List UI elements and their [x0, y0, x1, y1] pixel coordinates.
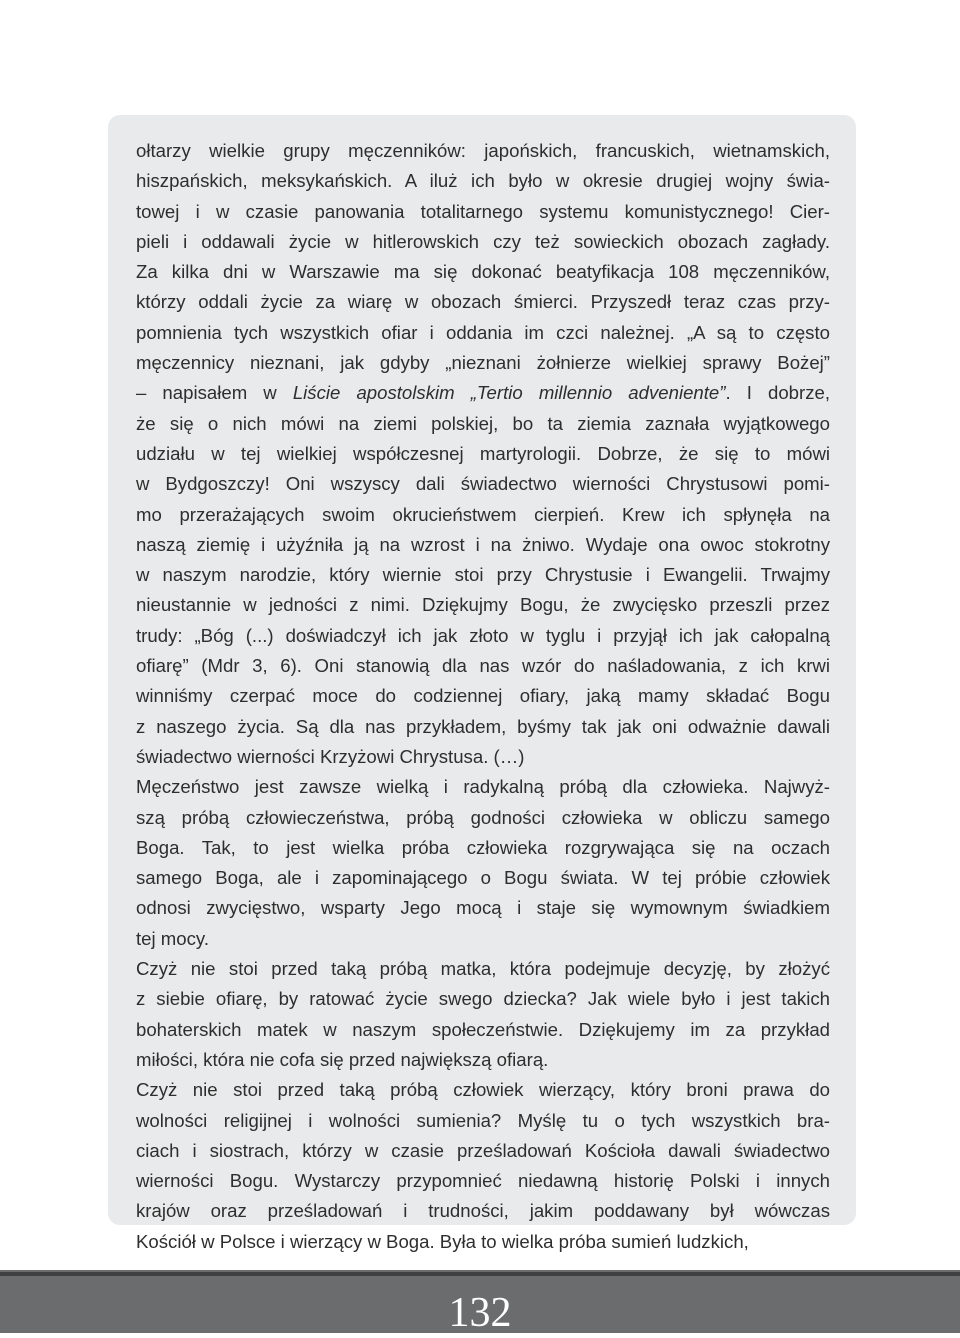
text-line: hiszpańskich, meksykańskich. A iluż ich było w okresie drugiej wojny świa-	[136, 170, 830, 192]
text-line: udziału w tej wielkiej współczesnej martyrologii. Dobrze, że się to mówi	[136, 442, 830, 464]
footer-rule	[0, 1272, 960, 1276]
text-line: wolności religijnej i wolności sumienia? Myślę tu o tych wszystkich bra-	[136, 1109, 830, 1131]
text-line: miłości, która nie cofa się przed największą ofiarą.	[136, 1048, 549, 1070]
text-line: ołtarzy wielkie grupy męczenników: japońskich, francuskich, wietnamskich,	[136, 140, 830, 161]
text-line: że się o nich mówi na ziemi polskiej, bo ta ziemia zaznała wyjątkowego	[136, 412, 830, 434]
text-line: męczennicy nieznani, jak gdyby „nieznani żołnierze wielkiej sprawy Bożej”	[136, 352, 830, 374]
text-line: świadectwo wierności Krzyżowi Chrystusa. (…)	[136, 745, 525, 767]
text-line: pieli i oddawali życie w hitlerowskich czy też sowieckich obozach zagłady.	[136, 230, 830, 252]
text-line: Czyż nie stoi przed taką próbą człowiek wierzący, który broni prawa do	[136, 1079, 830, 1101]
text-line: w Bydgoszczy! Oni wszyscy dali świadectwo wierności Chrystusowi pomi-	[136, 473, 830, 495]
italic-title: Liście apostolskim „Tertio millennio adveniente”	[292, 382, 726, 404]
text-line: towej i w czasie panowania totalitarnego systemu komunistycznego! Cier-	[136, 200, 830, 222]
text-line: Boga. Tak, to jest wielka próba człowieka rozgrywająca się na oczach	[136, 836, 830, 858]
text-line: naszą ziemię i użyźniła ją na wzrost i na żniwo. Wydaje ona owoc stokrotny	[136, 533, 830, 555]
text-line: nieustannie w jedności z nimi. Dziękujmy Bogu, że zwycięsko przeszli przez	[136, 594, 830, 616]
text-line: mo przerażających swoim okrucieństwem cierpień. Krew ich spłynęła na	[136, 503, 830, 525]
text-panel	[108, 115, 856, 1252]
text-line: w naszym narodzie, który wiernie stoi przy Chrystusie i Ewangelii. Trwajmy	[136, 564, 830, 586]
text-line: Za kilka dni w Warszawie ma się dokonać beatyfikacja 108 męczenników,	[136, 261, 830, 283]
text-line: winniśmy czerpać moce do codziennej ofiary, jaką mamy składać Bogu	[136, 685, 830, 707]
text-line: Kościół w Polsce i wierzący w Boga. Była to wielka próba sumień ludzkich,	[136, 1230, 749, 1252]
text-line: z siebie ofiarę, by ratować życie swego dziecka? Jak wiele było i jest takich	[136, 988, 830, 1010]
text-line: wierności Bogu. Wystarczy przypomnieć niedawną historię Polski i innych	[136, 1170, 830, 1192]
text-line: pomnienia tych wszystkich ofiar i oddania im czci należnej. „A są to często	[136, 321, 830, 343]
text-line: odnosi zwycięstwo, wsparty Jego mocą i staje się wymownym świadkiem	[136, 897, 830, 919]
text-line: Męczeństwo jest zawsze wielką i radykalną próbą dla człowieka. Najwyż-	[136, 776, 830, 798]
text-segment: . I dobrze,	[725, 382, 831, 404]
text-line: szą próbą człowieczeństwa, próbą godności człowieka w obliczu samego	[136, 806, 830, 828]
text-line	[136, 378, 830, 408]
text-line: samego Boga, ale i zapominającego o Bogu świata. W tej próbie człowiek	[136, 867, 830, 889]
text-line: ciach i siostrach, którzy w czasie prześladowań Kościoła dawali świadectwo	[136, 1139, 830, 1161]
text-line: Czyż nie stoi przed taką próbą matka, która podejmuje decyzję, by złożyć	[136, 958, 830, 980]
text-line: bohaterskich matek w naszym społeczeństwie. Dziękujemy im za przykład	[136, 1018, 830, 1040]
body-text	[136, 136, 830, 1257]
text-segment: – napisałem w	[136, 382, 293, 404]
page-number: 132	[448, 1290, 512, 1336]
text-line: z naszego życia. Są dla nas przykładem, byśmy tak jak oni odważnie dawali	[136, 715, 830, 737]
text-line: tej mocy.	[136, 927, 210, 949]
text-line: trudy: „Bóg (...) doświadczył ich jak złoto w tyglu i przyjął ich jak całopalną	[136, 624, 830, 646]
text-line: ofiarę” (Mdr 3, 6). Oni stanowią dla nas wzór do naśladowania, z ich krwi	[136, 655, 830, 677]
text-line: krajów oraz prześladowań i trudności, jakim poddawany był wówczas	[136, 1200, 830, 1222]
text-line: którzy oddali życie za wiarę w obozach śmierci. Przyszedł teraz czas przy-	[136, 291, 830, 313]
